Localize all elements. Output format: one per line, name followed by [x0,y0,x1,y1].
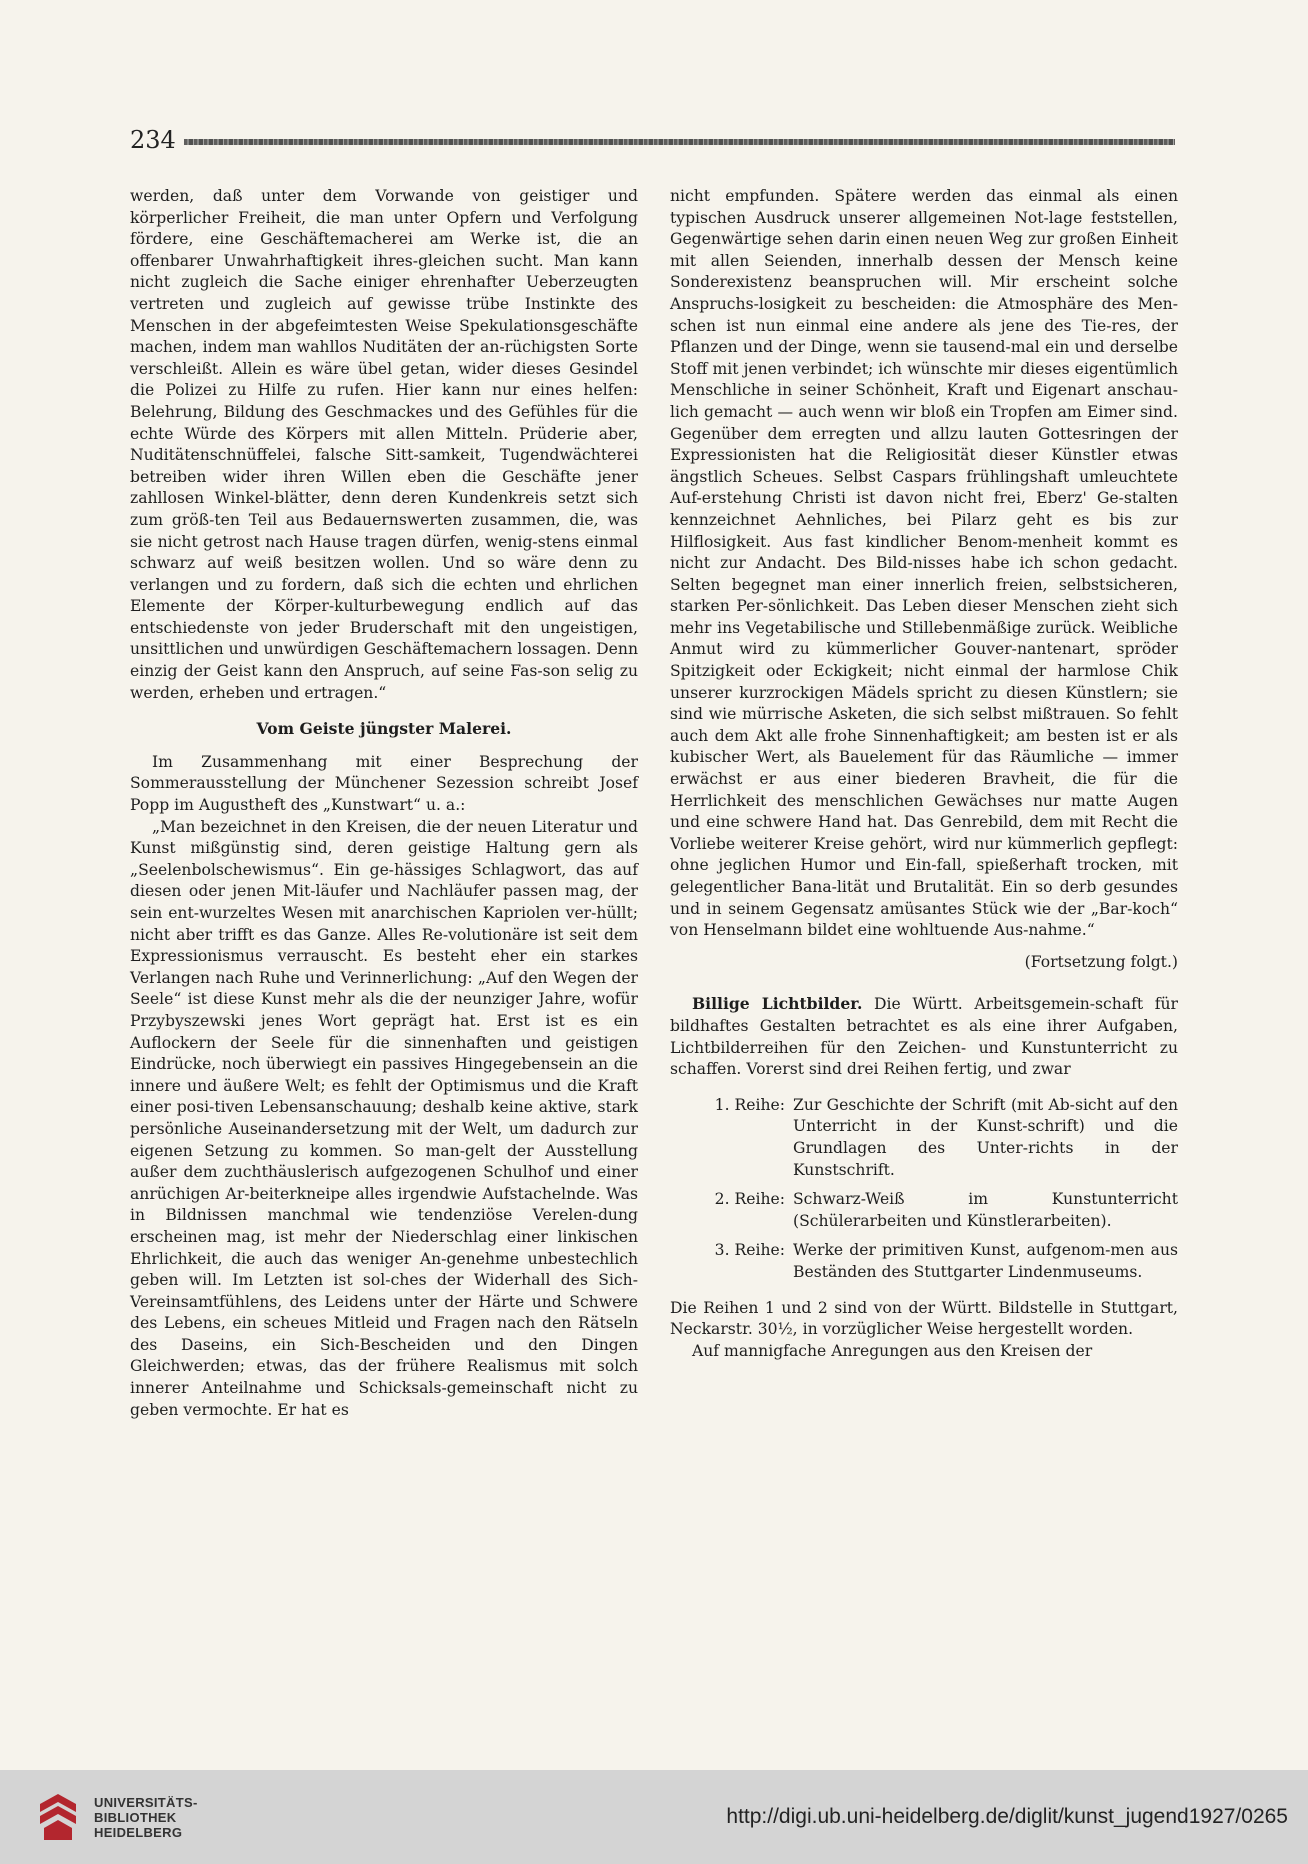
right-paragraph-1: nicht empfunden. Spätere werden das einmal als einen typischen Ausdruck unserer allgemeinen Not-lage feststellen, Gegenwärtige sehen darin einen neuen Weg zur großen Einheit mit allen Seienden, innerhalb dessen der Mensch keine Sonderexistenz beanspruchen will. Mir erscheint solche Anspruchs-losigkeit zu bescheiden: die Atmosphäre des Men-schen ist nun einmal eine andere als jene des Tie-res, der Pflanzen und der Dinge, wenn sie tausend-mal ein und derselbe Stoff mit jenen verbindet; ich wünschte mir dieses eigentümlich Menschliche in seiner Schönheit, Kraft und Eigenart anschau-lich gemacht — auch wenn wir bloß ein Tropfen am Eimer sind. Gegenüber dem erregten und allzu lauten Gottesringen der Expressionisten hat die Religiosität dieser Künstler etwas ängstlich Scheues. Selbst Caspars frühlingshaft umleuchtete Auf-erstehung Christi ist davon nicht frei, Eberz' Ge-stalten kennzeichnet Aehnliches, bei Pilarz geht es bis zur Hilflosigkeit. Aus fast kindlicher Benom-menheit kommt es nicht zur Andacht. Des Bild-nisses habe ich schon gedacht. Selten begegnet man einer innerlich freien, selbstsicheren, starken Per-sönlichkeit. Das Leben dieser Menschen zieht sich mehr ins Vegetabilische und Stillebenmäßige zurück. Weibliche Anmut wird zu kümmerlicher Gouver-nantenart, spröder Spitzigkeit oder Eckigkeit; nicht einmal der harmlose Chik unserer kurzrockigen Mädels spricht zu diesen Künstlern; sie sind wie mürrische Asketen, die sich selbst mißtrauen. So fehlt auch dem Akt alle frohe Sinnenhaftigkeit; am besten ist er als kubischer Wert, als Bauelement für das Räumliche — immer erwächst er aus einer biederen Bravheit, die für die Herrlichkeit des menschlichen Gewächses nur matte Augen und eine schwere Hand hat. Das Genrebild, dem mit Recht die Vorliebe weiterer Kreise gehört, wird nur kümmerlich gepflegt: ohne jeglichen Humor und Ein-fall, spießerhaft trocken, mit gelegentlicher Bana-lität und Brutalität. Ein so derb gesundes und in seinem Gegensatz amüsantes Stück wie der „Bar-koch“ von Henselmann bildet eine wohltuende Aus-nahme.“ [670,187,1178,940]
series-number: 3. Reihe: [714,1241,785,1260]
left-paragraph-1: werden, daß unter dem Vorwande von geistiger und körperlicher Freiheit, die man unter Opfern und Verfolgung fördere, eine Geschäftemacherei am Werke ist, die an offenbarer Unwahrhaftigkeit ihres-gleichen sucht. Man kann nicht zugleich die Sache einiger ehrenhafter Ueberzeugten vertreten und zugleich auf gewisse trübe Instinkte des Menschen in der abgefeimtesten Weise Spekulationsgeschäfte machen, indem man wahllos Nuditäten der an-rüchigsten Sorte verschleißt. Allein es wäre übel getan, wider dieses Gesindel die Polizei zu Hilfe zu rufen. Hier kann nur eines helfen: Belehrung, Bildung des Geschmackes und des Gefühles für die echte Würde des Körpers mit allen Mitteln. Prüderie aber, Nuditätenschnüffelei, falsche Sitt-samkeit, Tugendwächterei betreiben wider ihren Willen eben die Geschäfte jener zahllosen Winkel-blätter, denn deren Kundenkreis setzt sich zum größ-ten Teil aus Bedauernswerten zusammen, die, was sie nicht getrost nach Hause tragen dürfen, wenig-stens einmal schwarz auf weiß besitzen wollen. Und so wäre denn zu verlangen und zu fordern, daß sich die echten und ehrlichen Elemente der Körper-kulturbewegung endlich auf das entschiedenste von jeder Bruderschaft mit den ungeistigen, unsittlichen und unwürdigen Geschäftemachern lossagen. Denn einzig der Geist kann den Anspruch, auf seine Fas-son selig zu werden, erheben und ertragen.“ [130,187,638,702]
series-number: 2. Reihe: [714,1190,785,1209]
right-paragraph-2 [670,993,1178,1080]
right-column [670,186,1178,1362]
page-number: 234 [130,126,176,154]
page-header [130,126,1175,154]
list-item [670,1095,1178,1181]
header-rule [184,139,1175,145]
library-name [94,1795,198,1840]
right-paragraph-4: Auf mannigfache Anregungen aus den Kreisen der [692,1341,1093,1360]
section-heading: Vom Geiste jüngster Malerei. [256,719,512,739]
left-column [130,186,638,1421]
left-paragraph-3: „Man bezeichnet in den Kreisen, die der neuen Literatur und Kunst mißgünstig sind, deren geistige Haltung gern als „Seelenbolschewismus“. Ein ge-hässiges Schlagwort, das auf diesen oder jenen Mit-läufer und Nachläufer passen mag, der sein ent-wurzeltes Wesen mit anarchischen Kapriolen ver-hüllt; nicht aber trifft es das Ganze. Alles Re-volutionäre ist seit dem Expressionismus verrauscht. Es besteht eher ein starkes Verlangen nach Ruhe und Verinnerlichung: „Auf den Wegen der Seele“ ist diese Kunst mehr als die der neunziger Jahre, wofür Przybyszewski jenes Wort geprägt hat. Erst ist es ein Auflockern der Seele für die sinnenhaften und geistigen Eindrücke, noch überwiegt ein passives Hingegebensein an die innere und äußere Welt; es fehlt der Optimismus und die Kraft einer posi-tiven Lebensanschauung; deshalb keine aktive, stark persönliche Auseinandersetzung mit der Welt, um dadurch zur eigenen Setzung zu kommen. So man-gelt der Ausstellung außer dem zuchthäuslerisch aufgezogenen Schulhof und einer anrüchigen Ar-beiterkneipe alles irgendwie Aufstachelnde. Was in Bildnissen manchmal wie tendenziöse Verelen-dung erscheinen mag, ist mehr der Niederschlag einer linkischen Ehrlichkeit, die auch das weniger An-genehme unbestechlich geben will. Im Letzten ist sol-ches der Widerhall des Sich-Vereinsamtfühlens, des Leidens unter der Härte und Schwere des Lebens, ein scheues Mitleid und Fragen nach den Rätseln des Daseins, ein Sich-Bescheiden und den Dingen Gleichwerden; etwas, das der frühere Realismus mit solch innerer Anteilnahme und Schicksals-gemeinschaft nicht zu geben vermochte. Er hat es [130,817,638,1419]
series-number: 1. Reihe: [714,1095,785,1114]
library-name-line-1: UNIVERSITÄTS- [94,1794,198,1810]
library-footer [0,1770,1308,1864]
list-item [670,1189,1178,1232]
section-lead: Billige Lichtbilder. [692,994,863,1014]
permalink-url[interactable]: http://digi.ub.uni-heidelberg.de/diglit/kunst_jugend1927/0265 [726,1805,1288,1828]
library-logo-icon [36,1792,80,1842]
series-description: Werke der primitiven Kunst, aufgenom-men aus Beständen des Stuttgarter Lindenmuseums. [793,1241,1178,1281]
series-description: Zur Geschichte der Schrift (mit Ab-sicht auf den Unterricht in der Kunst-schrift) und die Grundlagen des Unter-richts in der Kunstschrift. [793,1095,1178,1179]
section-lead-text: Die Württ. Arbeitsgemein-schaft für bildhaftes Gestalten betrachtet es als eine ihrer Aufgaben, Lichtbilderreihen für den Zeichen- und Kunstunterricht zu schaffen. Vorerst sind drei Reihen fertig, und zwar [670,995,1178,1079]
library-name-line-3: HEIDELBERG [94,1824,183,1840]
series-description: Schwarz-Weiß im Kunstunterricht (Schülerarbeiten und Künstlerarbeiten). [793,1190,1178,1230]
series-list [670,1095,1178,1284]
library-name-line-2: BIBLIOTHEK [94,1809,177,1825]
left-paragraph-2: Im Zusammenhang mit einer Besprechung der Sommerausstellung der Münchener Sezession schreibt Josef Popp im Augustheft des „Kunstwart“ u. a.: [130,752,638,815]
right-paragraph-3: Die Reihen 1 und 2 sind von der Württ. Bildstelle in Stuttgart, Neckarstr. 30½, in vorzüglicher Weise hergestellt worden. [670,1298,1178,1339]
list-item [670,1240,1178,1283]
continuation-note: (Fortsetzung folgt.) [1024,952,1178,971]
